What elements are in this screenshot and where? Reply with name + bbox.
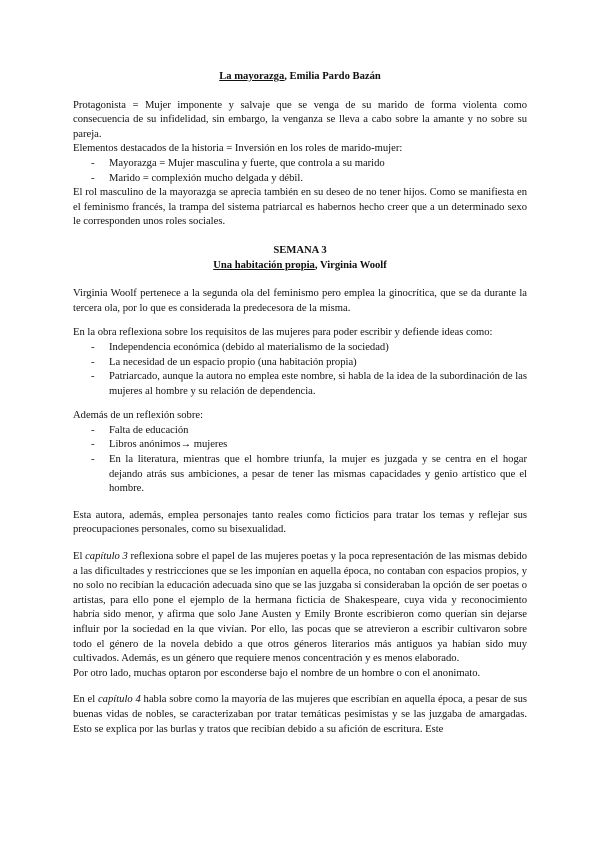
text-run: El — [73, 551, 86, 563]
section-title-la-mayorazga — [73, 70, 527, 85]
list-reflexion — [73, 424, 527, 497]
title-author: , Virginia Woolf — [314, 259, 387, 271]
list-item: - Marido = complexión mucho delgada y débil. — [73, 172, 527, 187]
paragraph-reflexion: Además de un reflexión sobre: — [73, 410, 204, 422]
paragraph-personajes: Esta autora, además, emplea personajes tanto reales como ficticios para tratar los temas y reflejar sus preocupaciones personales, como su bisexualidad. — [73, 509, 527, 536]
title-work-name: La mayorazga — [219, 71, 285, 82]
list-roles — [73, 157, 527, 186]
chapter-reference: capítulo 3 — [85, 551, 128, 563]
section-title-una-habitacion — [73, 259, 527, 274]
list-item: - Independencia económica (debido al materialismo de la sociedad) — [73, 341, 527, 356]
paragraph-virginia-woolf: Virginia Woolf pertenece a la segunda ola del feminismo pero emplea la ginocrítica, que se da durante la tercera ola, por lo que es considerada la predecesora de la misma. — [73, 288, 527, 314]
paragraph-anonimato: Por otro lado, muchas optaron por esconderse bajo el nombre de un hombre o con el anonimato. — [73, 667, 481, 679]
title-author: , Emilia Pardo Bazán — [284, 71, 381, 82]
list-item: - Patriarcado, aunque la autora no emplea este nombre, si habla de la idea de la subordinación de las mujeres al hombre y su relación de dependencia. — [73, 370, 527, 399]
list-item: - En la literatura, mientras que el hombre triunfa, la mujer es juzgada y se centra en el hogar dejando atrás sus ambiciones, a pesar de tener las mismas capacidades y genio artístico que el hombre. — [73, 453, 527, 497]
chapter-reference: capítulo 4 — [97, 694, 141, 706]
paragraph-rol-masculino: El rol masculino de la mayorazga se aprecia también en su deseo de no tener hijos. Como se manifiesta en el feminismo francés, la trampa del sistema patriarcal es habernos hecho creer que a un determinado sexo le corresponden unos roles sociales. — [73, 187, 527, 228]
week-heading: SEMANA 3 — [273, 244, 327, 256]
title-work-name: Una habitación propia — [213, 259, 315, 271]
list-item: - La necesidad de un espacio propio (una habitación propia) — [73, 356, 527, 371]
text-run: En el — [73, 694, 98, 706]
list-ideas — [73, 341, 527, 399]
paragraph-protagonista: Protagonista = Mujer imponente y salvaje que se venga de su marido de forma violenta como consecuencia de su infidelidad, sin embargo, la venganza se lleva a cabo sobre la amante y no sobre su pareja. — [73, 99, 527, 140]
list-item: - Falta de educación — [73, 424, 527, 439]
text-run: habla sobre como la mayoría de las mujeres que escribían en aquella época, a pesar de sus buenas vidas de nobles, se caracterizaban por tratar temáticas pesimistas y se las juzgaba de amargadas. Esto se explica por las burlas y tratos que recibían debido a su afición de escritura. Este — [73, 694, 528, 735]
paragraph-requisitos: En la obra reflexiona sobre los requisitos de las mujeres para poder escribir y defiende ideas como: — [73, 327, 493, 339]
paragraph-capitulo-4 — [73, 693, 527, 737]
list-item: - Libros anónimos→ mujeres — [73, 438, 527, 453]
paragraph-elementos: Elementos destacados de la historia = Inversión en los roles de marido-mujer: — [73, 143, 403, 155]
paragraph-capitulo-3 — [73, 550, 527, 667]
list-item: - Mayorazga = Mujer masculina y fuerte, que controla a su marido — [73, 157, 527, 172]
text-run: reflexiona sobre el papel de las mujeres poetas y la poca representación de las mismas debido a las dificultades y restricciones que se les imponían en aquella época, no contaban con espacios propios, y no solo no recibían la educación adecuada sino que se las juzgaba si consideraban la opción de ser poetas o artistas, para ello pone el ejemplo de la hermana ficticia de Shakespeare, cuya vida y reconocimiento habría sido menor, y afirma que solo Jane Austen y Emily Bronte escribieron como querían sin dejarse influir por la sociedad en la que vivían. Por ello, las pocas que se atrevieron a escribir cultivaron sobre todo el género de la novela debido a que otros géneros literarios más antiguos ya habían sido muy cultivados. Además, es un género que requiere menos concentración y es menos elaborado. — [73, 551, 527, 665]
